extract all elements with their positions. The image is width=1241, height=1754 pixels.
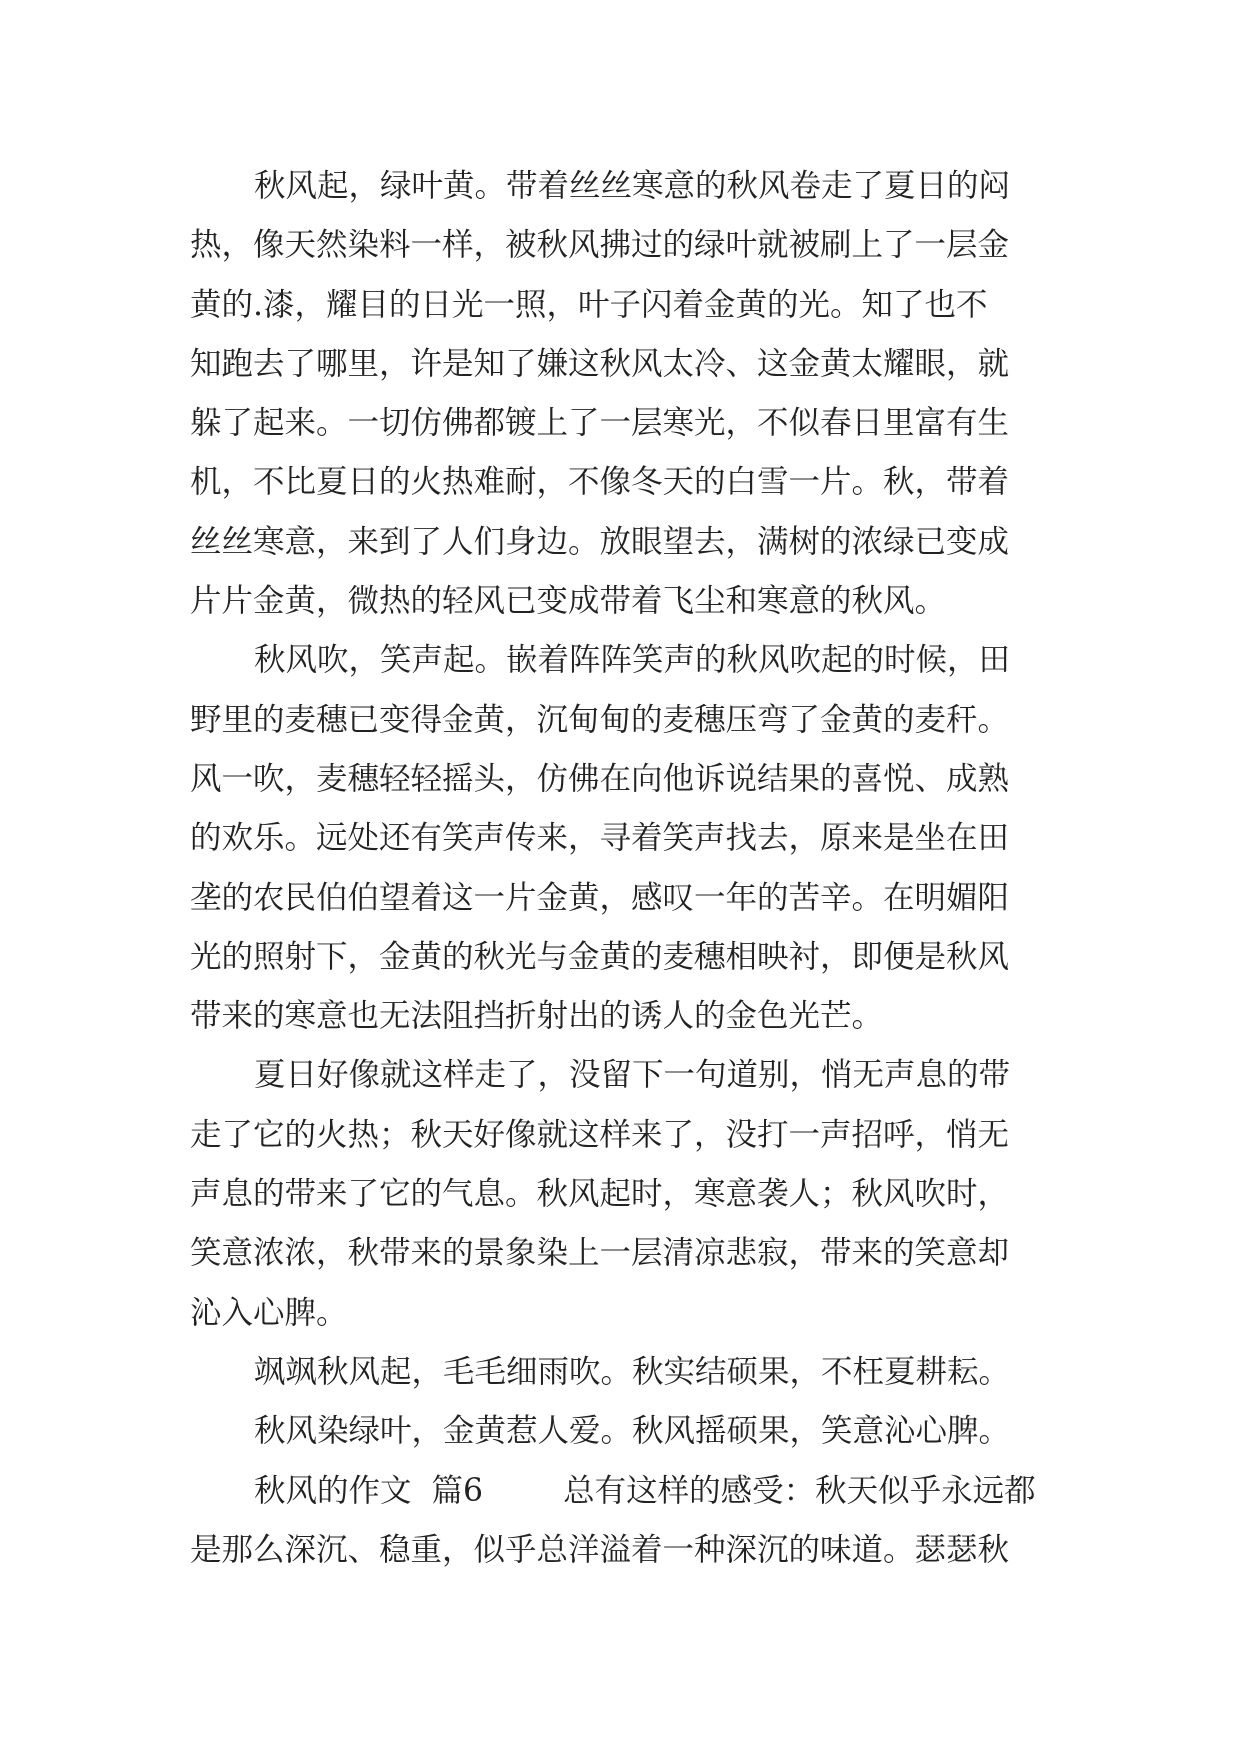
- text-line: 笑意浓浓，秋带来的景象染上一层清凉悲寂，带来的笑意却: [190, 1235, 1010, 1272]
- text-line: 是那么深沉、稳重，似乎总洋溢着一种深沉的味道。瑟瑟秋: [190, 1531, 1010, 1568]
- text-line: 垄的农民伯伯望着这一片金黄，感叹一年的苦辛。在明媚阳: [190, 879, 1010, 916]
- text-line: 热，像天然染料一样，被秋风拂过的绿叶就被刷上了一层金: [190, 227, 1010, 264]
- essay-body: [190, 157, 1070, 1580]
- text-line: 光的照射下，金黄的秋光与金黄的麦穗相映衬，即便是秋风: [190, 938, 1010, 975]
- text-line: 秋风染绿叶，金黄惹人爱。秋风摇硕果，笑意沁心脾。: [254, 1413, 1011, 1450]
- text-line: 沁入心脾。: [190, 1294, 348, 1331]
- text-line: 飒飒秋风起，毛毛细雨吹。秋实结硕果，不枉夏耕耘。: [254, 1353, 1011, 1390]
- text-line: 知跑去了哪里，许是知了嫌这秋风太冷、这金黄太耀眼，就: [190, 345, 1010, 382]
- text-line: 带来的寒意也无法阻挡折射出的诱人的金色光芒。: [190, 998, 884, 1035]
- text-line: 夏日好像就这样走了，没留下一句道别，悄无声息的带: [254, 1057, 1011, 1094]
- text-line: 声息的带来了它的气息。秋风起时，寒意袭人；秋风吹时，: [190, 1176, 1010, 1213]
- text-line: 丝丝寒意，来到了人们身边。放眼望去，满树的浓绿已变成: [190, 523, 1010, 560]
- text-line: 秋风起，绿叶黄。带着丝丝寒意的秋风卷走了夏日的闷: [254, 168, 1011, 204]
- text-line: 秋风吹，笑声起。嵌着阵阵笑声的秋风吹起的时候，田: [254, 642, 1011, 679]
- text-line: 野里的麦穗已变得金黄，沉甸甸的麦穗压弯了金黄的麦秆。: [190, 701, 1010, 738]
- text-line: 秋风的作文 篇6 总有这样的感受：秋天似乎永远都: [254, 1472, 1036, 1509]
- text-line: 走了它的火热；秋天好像就这样来了，没打一声招呼，悄无: [190, 1116, 1010, 1153]
- text-line: 躲了起来。一切仿佛都镀上了一层寒光，不似春日里富有生: [190, 405, 1010, 442]
- text-line: 机，不比夏日的火热难耐，不像冬天的白雪一片。秋，带着: [190, 464, 1010, 501]
- text-line: 风一吹，麦穗轻轻摇头，仿佛在向他诉说结果的喜悦、成熟: [190, 760, 1010, 797]
- text-line: 的欢乐。远处还有笑声传来，寻着笑声找去，原来是坐在田: [190, 820, 1010, 857]
- text-line: 黄的.漆，耀目的日光一照，叶子闪着金黄的光。知了也不: [190, 286, 988, 323]
- text-line: 片片金黄，微热的轻风已变成带着飞尘和寒意的秋风。: [190, 583, 947, 620]
